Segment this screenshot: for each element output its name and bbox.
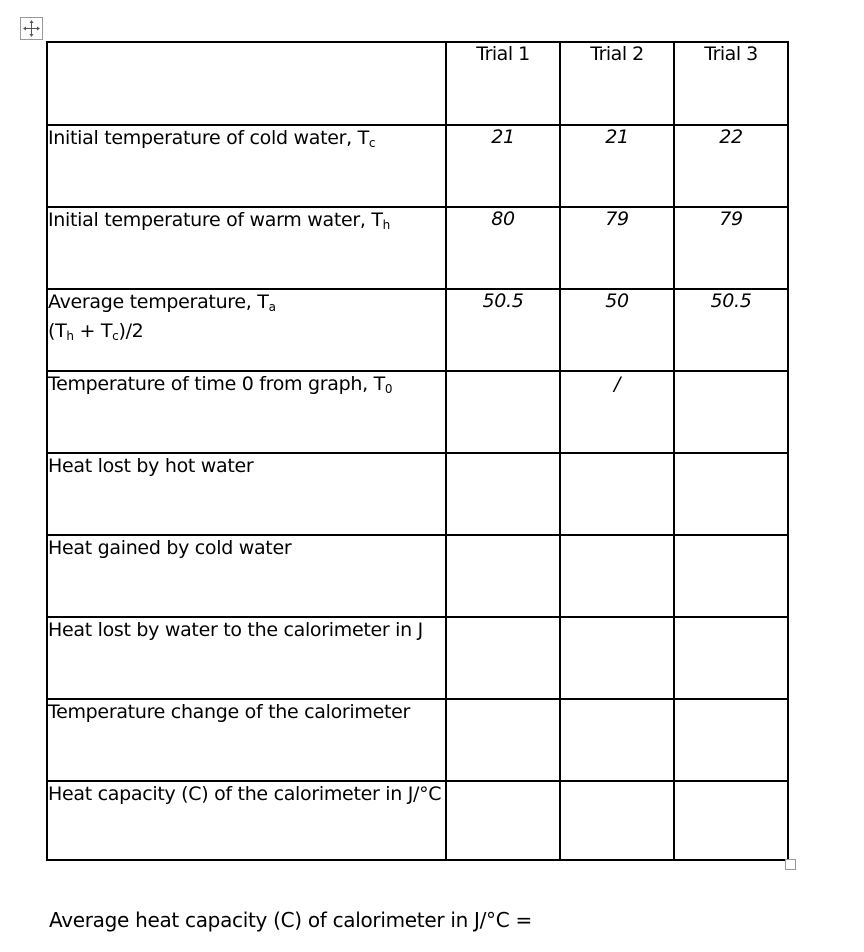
handwritten-mark: / xyxy=(613,373,621,395)
value-cell[interactable] xyxy=(560,781,674,860)
value-cell[interactable]: 80 xyxy=(446,207,560,289)
header-trial-3[interactable]: Trial 3 xyxy=(674,42,788,125)
table-header-row xyxy=(47,42,788,125)
move-arrows-icon xyxy=(21,18,42,39)
value-cell[interactable]: 50 xyxy=(560,289,674,371)
table-row xyxy=(47,617,788,699)
value-cell[interactable]: 79 xyxy=(674,207,788,289)
value-cell[interactable]: 50.5 xyxy=(446,289,560,371)
table-row xyxy=(47,699,788,781)
average-heat-capacity-line[interactable]: Average heat capacity (C) of calorimeter in J/°C = xyxy=(49,908,532,932)
table-row xyxy=(47,453,788,535)
value-cell[interactable] xyxy=(446,453,560,535)
table-row xyxy=(47,371,788,453)
value-cell[interactable] xyxy=(446,617,560,699)
value-cell[interactable] xyxy=(560,617,674,699)
value-cell[interactable]: 50.5 xyxy=(674,289,788,371)
value-cell[interactable]: 21 xyxy=(560,125,674,207)
value-cell[interactable] xyxy=(674,781,788,860)
value-cell[interactable] xyxy=(560,699,674,781)
value-cell[interactable]: 22 xyxy=(674,125,788,207)
row-label-warm-water[interactable]: Initial temperature of warm water, $T_h$ xyxy=(47,207,446,289)
value-cell[interactable] xyxy=(674,617,788,699)
header-trial-1[interactable]: Trial 1 xyxy=(446,42,560,125)
row-label-time-zero[interactable]: Temperature of time 0 from graph, $T_0$ xyxy=(47,371,446,453)
row-label-heat-lost-calorimeter[interactable]: Heat lost by water to the calorimeter in J xyxy=(47,617,446,699)
table-row xyxy=(47,125,788,207)
value-cell[interactable] xyxy=(446,699,560,781)
row-label-heat-gained-cold[interactable]: Heat gained by cold water xyxy=(47,535,446,617)
value-cell[interactable]: 79 xyxy=(560,207,674,289)
value-cell[interactable] xyxy=(674,453,788,535)
table-row xyxy=(47,207,788,289)
header-cell-blank[interactable] xyxy=(47,42,446,125)
value-cell[interactable] xyxy=(446,535,560,617)
table-move-handle[interactable] xyxy=(20,17,43,40)
value-cell[interactable] xyxy=(674,535,788,617)
row-label-average-temperature[interactable]: Average temperature, $T_a$ $(T_h + T_c)/2$ xyxy=(47,289,446,371)
value-cell[interactable] xyxy=(560,371,674,453)
value-cell[interactable] xyxy=(560,535,674,617)
table-row xyxy=(47,289,788,371)
table-row xyxy=(47,781,788,860)
header-trial-2[interactable]: Trial 2 xyxy=(560,42,674,125)
value-cell[interactable] xyxy=(446,371,560,453)
value-cell[interactable] xyxy=(446,781,560,860)
value-cell[interactable] xyxy=(674,371,788,453)
row-label-temperature-change[interactable]: Temperature change of the calorimeter xyxy=(47,699,446,781)
row-label-cold-water[interactable]: Initial temperature of cold water, $T_c$ xyxy=(47,125,446,207)
resize-square-icon[interactable] xyxy=(785,859,796,870)
row-label-heat-capacity[interactable]: Heat capacity (C) of the calorimeter in J/°C xyxy=(47,781,446,860)
calorimeter-data-table xyxy=(46,41,789,861)
value-cell[interactable] xyxy=(674,699,788,781)
value-cell[interactable]: 21 xyxy=(446,125,560,207)
row-label-heat-lost-hot[interactable]: Heat lost by hot water xyxy=(47,453,446,535)
table-row xyxy=(47,535,788,617)
value-cell[interactable] xyxy=(560,453,674,535)
